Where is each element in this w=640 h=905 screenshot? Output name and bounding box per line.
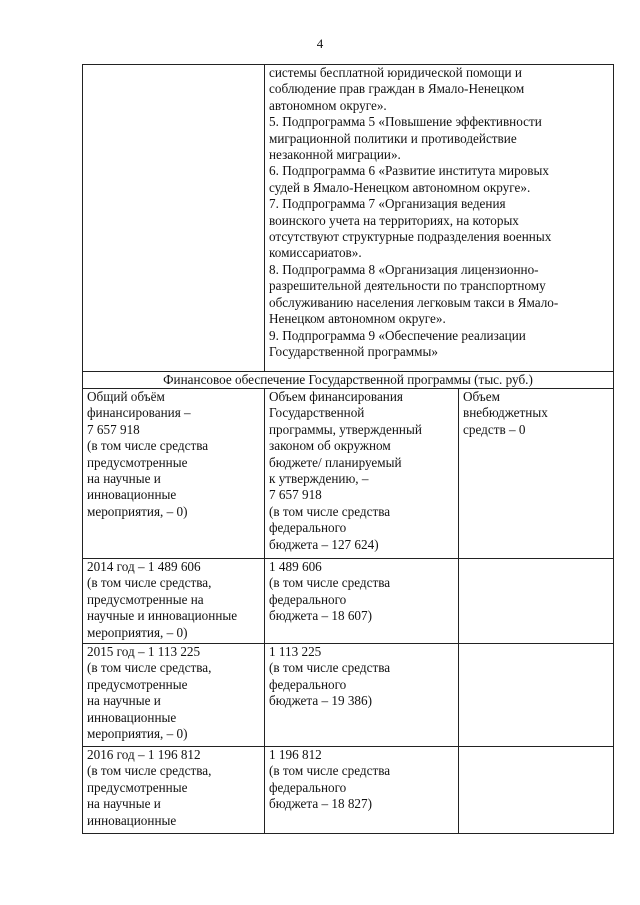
text-line: федерального xyxy=(269,520,347,536)
text-line: предусмотренные xyxy=(87,779,188,795)
text-line: обслуживанию населения легковым такси в Ямало- xyxy=(269,294,559,310)
text-line: на научные и xyxy=(87,796,161,812)
year-federal-cell xyxy=(265,747,459,834)
text-line: соблюдение прав граждан в Ямало-Ненецком xyxy=(269,81,525,97)
text-line: мероприятия, – 0) xyxy=(87,503,188,519)
text-line: бюджете/ планируемый xyxy=(269,454,402,470)
text-line: финансирования – xyxy=(87,405,191,421)
text-line: предусмотренные xyxy=(87,454,188,470)
year-row-2016 xyxy=(83,747,614,834)
text-line: (в том числе средства xyxy=(269,575,391,591)
text-line: к утверждению, – xyxy=(269,471,369,487)
text-line: (в том числе средства xyxy=(269,660,391,676)
year-total-cell xyxy=(83,644,265,747)
approved-volume-cell xyxy=(265,389,459,559)
finance-header: Финансовое обеспечение Государственной программы (тыс. руб.) xyxy=(83,372,614,389)
text-line: федерального xyxy=(269,676,347,692)
text-line: Ненецком автономном округе». xyxy=(269,311,446,327)
year-extrabudget-cell xyxy=(459,747,614,834)
text-line: 7. Подпрограмма 7 «Организация ведения xyxy=(269,196,506,212)
extrabudget-cell xyxy=(459,389,614,559)
summary-row xyxy=(83,389,614,559)
text-line: комиссариатов». xyxy=(269,245,362,261)
finance-header-row xyxy=(83,372,614,389)
text-line: мероприятия, – 0) xyxy=(87,726,188,742)
text-line: 7 657 918 xyxy=(269,487,322,503)
text-line: законом об окружном xyxy=(269,438,391,454)
text-line: инновационные xyxy=(87,487,177,503)
text-line: Общий объём xyxy=(87,389,165,404)
text-line: внебюджетных xyxy=(463,405,548,421)
page-number: 4 xyxy=(316,36,324,51)
text-line: программы, утвержденный xyxy=(269,421,422,437)
text-line: судей в Ямало-Ненецком автономном округе». xyxy=(269,179,531,195)
text-line: на научные и xyxy=(87,693,161,709)
total-volume-cell xyxy=(83,389,265,559)
text-line: Объем финансирования xyxy=(269,389,403,404)
text-line: системы бесплатной юридической помощи и xyxy=(269,65,522,80)
text-line: федерального xyxy=(269,591,347,607)
year-federal-cell xyxy=(265,559,459,644)
program-table xyxy=(82,64,614,834)
text-line: научные и инновационные xyxy=(87,608,238,624)
text-line: 8. Подпрограмма 8 «Организация лицензионно- xyxy=(269,261,539,277)
year-row-2015 xyxy=(83,644,614,747)
text-line: Государственной xyxy=(269,405,365,421)
year-extrabudget-cell xyxy=(459,559,614,644)
text-line: миграционной политики и противодействие xyxy=(269,130,517,146)
text-line: отсутствуют структурные подразделения военных xyxy=(269,229,552,245)
text-line: автономном округе». xyxy=(269,97,387,113)
text-line: (в том числе средства, xyxy=(87,763,212,779)
text-line: инновационные xyxy=(87,812,177,828)
text-line: бюджета – 127 624) xyxy=(269,536,379,552)
text-line: предусмотренные xyxy=(87,676,188,692)
text-line: инновационные xyxy=(87,709,177,725)
text-line: (в том числе средства xyxy=(269,763,391,779)
text-line: разрешительной деятельности по транспортному xyxy=(269,278,546,294)
text-line: бюджета – 18 827) xyxy=(269,796,373,812)
empty-cell xyxy=(83,65,265,372)
text-line: федерального xyxy=(269,779,347,795)
text-line: бюджета – 18 607) xyxy=(269,608,373,624)
text-line: на научные и xyxy=(87,471,161,487)
text-line: (в том числе средства xyxy=(87,438,209,454)
text-line: Объем xyxy=(463,389,500,404)
text-line: Государственной программы» xyxy=(269,343,438,359)
year-total-cell xyxy=(83,559,265,644)
text-line: бюджета – 19 386) xyxy=(269,693,373,709)
year-extrabudget-cell xyxy=(459,644,614,747)
text-line: 6. Подпрограмма 6 «Развитие института мировых xyxy=(269,163,549,179)
text-line: 9. Подпрограмма 9 «Обеспечение реализации xyxy=(269,327,526,343)
text-line: (в том числе средства, xyxy=(87,575,212,591)
text-line: мероприятия, – 0) xyxy=(87,624,188,640)
text-line: 2014 год – 1 489 606 xyxy=(87,559,201,574)
text-line: воинского учета на территориях, на которых xyxy=(269,212,519,228)
text-line: предусмотренные на xyxy=(87,591,204,607)
text-line: 2015 год – 1 113 225 xyxy=(87,644,201,659)
text-line: 1 489 606 xyxy=(269,559,322,574)
subprogram-list xyxy=(265,65,614,372)
subprogram-row xyxy=(83,65,614,372)
text-line: (в том числе средства xyxy=(269,503,391,519)
text-line: 1 196 812 xyxy=(269,747,322,762)
text-line: 5. Подпрограмма 5 «Повышение эффективности xyxy=(269,114,542,130)
year-row-2014 xyxy=(83,559,614,644)
year-federal-cell xyxy=(265,644,459,747)
text-line: (в том числе средства, xyxy=(87,660,212,676)
text-line: 2016 год – 1 196 812 xyxy=(87,747,201,762)
text-line: незаконной миграции». xyxy=(269,147,401,163)
text-line: 7 657 918 xyxy=(87,421,140,437)
text-line: средств – 0 xyxy=(463,421,526,437)
text-line: 1 113 225 xyxy=(269,644,322,659)
year-total-cell xyxy=(83,747,265,834)
